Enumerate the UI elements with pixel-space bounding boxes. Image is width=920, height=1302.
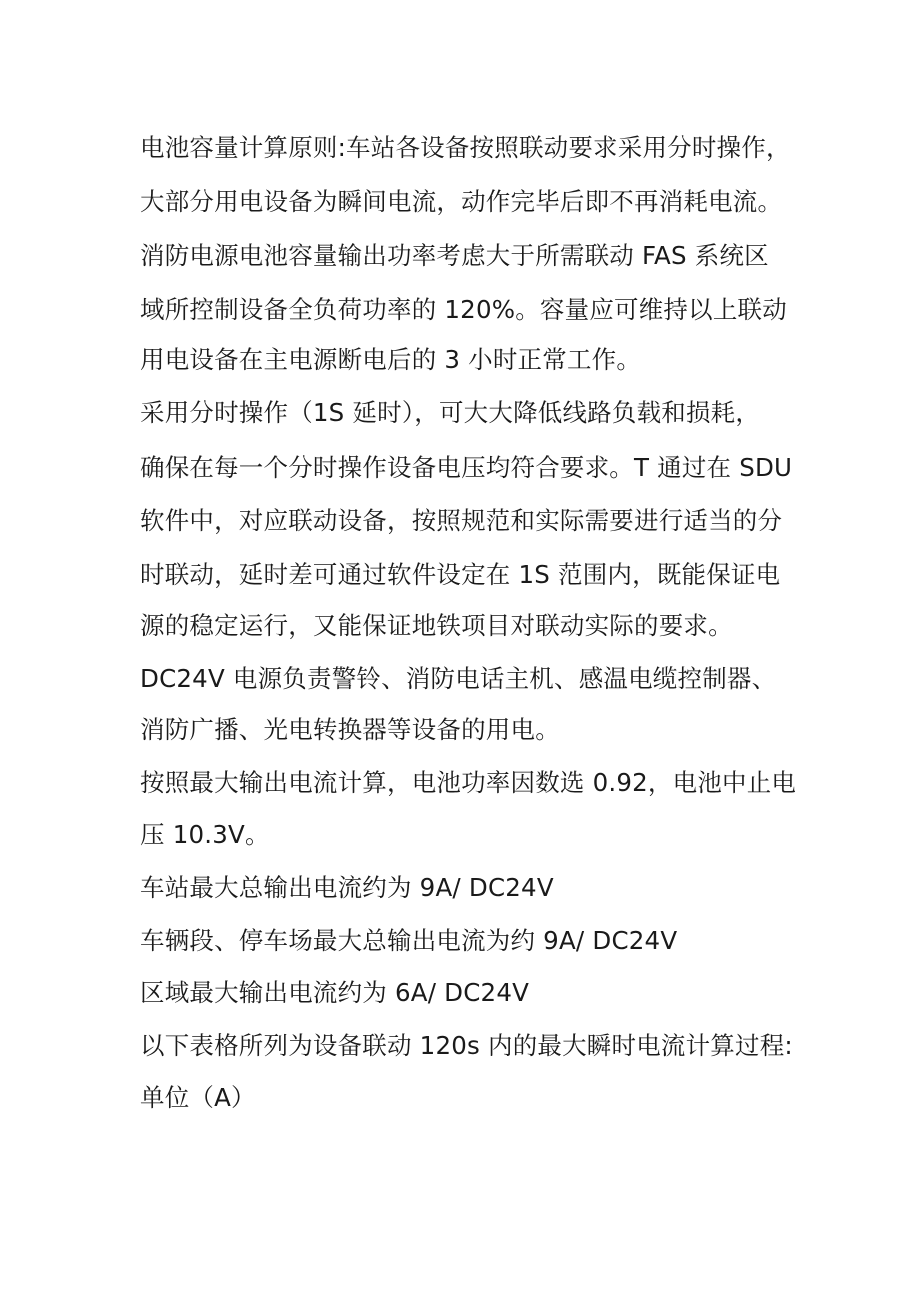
text-line: 采用分时操作（1S 延时），可大大降低线路负载和损耗， bbox=[140, 398, 761, 427]
text-line: 电池容量计算原则:车站各设备按照联动要求采用分时操作， bbox=[140, 133, 791, 162]
text-line: 大部分用电设备为瞬间电流，动作完毕后即不再消耗电流。 bbox=[140, 187, 783, 216]
text-line: 源的稳定运行，又能保证地铁项目对联动实际的要求。 bbox=[140, 611, 733, 640]
text-line: 用电设备在主电源断电后的 3 小时正常工作。 bbox=[140, 345, 642, 374]
text-line: 单位（A） bbox=[140, 1083, 256, 1112]
text-line: 车辆段、停车场最大总输出电流为约 9A/ DC24V bbox=[140, 926, 678, 955]
text-line: 域所控制设备全负荷功率的 120%。容量应可维持以上联动 bbox=[140, 295, 787, 324]
text-line: 消防广播、光电转换器等设备的用电。 bbox=[140, 715, 560, 744]
text-line: 压 10.3V。 bbox=[140, 820, 270, 849]
text-line: 消防电源电池容量输出功率考虑大于所需联动 FAS 系统区 bbox=[140, 241, 769, 270]
text-line: 区域最大输出电流约为 6A/ DC24V bbox=[140, 978, 530, 1007]
text-line: 软件中，对应联动设备，按照规范和实际需要进行适当的分 bbox=[140, 506, 783, 535]
text-line: 车站最大总输出电流约为 9A/ DC24V bbox=[140, 873, 554, 902]
text-line: 按照最大输出电流计算，电池功率因数选 0.92，电池中止电 bbox=[140, 768, 797, 797]
text-line: DC24V 电源负责警铃、消防电话主机、感温电缆控制器、 bbox=[140, 664, 777, 693]
text-line: 时联动，延时差可通过软件设定在 1S 范围内，既能保证电 bbox=[140, 560, 781, 589]
text-line: 确保在每一个分时操作设备电压均符合要求。T 通过在 SDU bbox=[140, 453, 793, 482]
text-line: 以下表格所列为设备联动 120s 内的最大瞬时电流计算过程: bbox=[140, 1031, 793, 1060]
